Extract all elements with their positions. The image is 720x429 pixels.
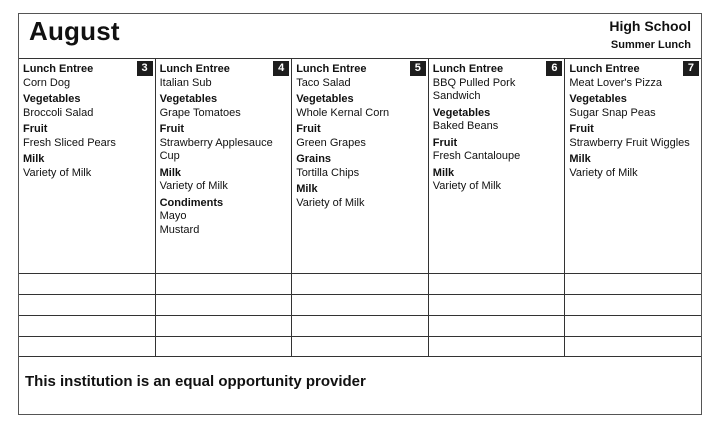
category-label: Vegetables <box>159 93 218 105</box>
category-label: Lunch Entree <box>569 63 640 75</box>
menu-item: Variety of Milk <box>569 166 638 179</box>
blank-row <box>19 273 701 294</box>
category-label: Milk <box>432 166 455 179</box>
category-label: Vegetables <box>569 93 627 105</box>
category-label: Lunch Entree <box>432 63 504 75</box>
blank-cell <box>429 274 566 294</box>
day-column <box>565 59 701 273</box>
category-label: Condiments <box>159 196 224 209</box>
day-column <box>156 59 293 273</box>
day-column <box>292 59 429 273</box>
menu-item: Baked Beans <box>432 120 499 132</box>
blank-row <box>19 336 701 357</box>
menu-item: Corn Dog <box>23 76 71 89</box>
menu-item: Tortilla Chips <box>296 166 360 179</box>
blank-cell <box>565 274 701 294</box>
category-label: Fruit <box>159 123 185 135</box>
category-label: Milk <box>23 153 45 165</box>
category-label: Lunch Entree <box>296 63 367 75</box>
blank-cell <box>156 337 293 357</box>
day-number-badge: 3 <box>137 61 153 76</box>
menu-item: BBQ Pulled Pork Sandwich <box>432 76 516 102</box>
category-label: Grains <box>296 153 332 165</box>
blank-row <box>19 315 701 336</box>
category-label: Fruit <box>432 136 458 149</box>
menu-item: Strawberry Applesauce Cup <box>159 136 273 162</box>
menu-item: Fresh Cantaloupe <box>432 150 521 162</box>
day-column <box>19 59 156 273</box>
category-label: Milk <box>296 183 318 195</box>
category-label: Lunch Entree <box>23 63 94 75</box>
menu-item: Green Grapes <box>296 136 366 149</box>
blank-cell <box>19 274 156 294</box>
blank-cell <box>19 337 156 357</box>
blank-cell <box>565 337 701 357</box>
menu-item: Italian Sub <box>159 76 212 89</box>
menu-item: Mayo <box>159 210 187 222</box>
day-column <box>429 59 566 273</box>
menu-item: Variety of Milk <box>296 196 365 209</box>
category-label: Fruit <box>569 123 594 135</box>
menu-item: Meat Lover's Pizza <box>569 76 662 89</box>
blank-cell <box>565 295 701 315</box>
day-columns <box>19 59 701 273</box>
equal-opportunity-statement: This institution is an equal opportunity provider <box>25 373 366 390</box>
menu-item: Fresh Sliced Pears <box>23 136 116 149</box>
category-label: Milk <box>159 166 181 179</box>
day-number-badge: 7 <box>683 61 699 76</box>
menu-sheet <box>18 13 702 415</box>
blank-cell <box>292 337 429 357</box>
month-title: August <box>29 16 120 46</box>
blank-rows <box>19 273 701 357</box>
blank-cell <box>292 295 429 315</box>
blank-cell <box>156 274 293 294</box>
menu-grid <box>19 58 701 357</box>
menu-item: Strawberry Fruit Wiggles <box>569 136 690 149</box>
menu-item: Variety of Milk <box>23 166 92 179</box>
category-label: Vegetables <box>296 93 354 105</box>
blank-cell <box>19 316 156 336</box>
blank-cell <box>429 337 566 357</box>
menu-item: Sugar Snap Peas <box>569 106 656 119</box>
category-label: Milk <box>569 153 591 165</box>
blank-row <box>19 294 701 315</box>
day-number-badge: 4 <box>273 61 289 76</box>
blank-cell <box>429 295 566 315</box>
blank-cell <box>292 274 429 294</box>
school-level: High School <box>609 18 691 34</box>
menu-item: Broccoli Salad <box>23 106 94 119</box>
menu-subtitle: Summer Lunch <box>610 39 691 51</box>
menu-item: Grape Tomatoes <box>159 106 241 119</box>
category-label: Vegetables <box>23 93 81 105</box>
day-number-badge: 5 <box>410 61 426 76</box>
menu-item: Mustard <box>159 223 200 236</box>
category-label: Vegetables <box>432 106 491 119</box>
category-label: Lunch Entree <box>159 63 230 75</box>
blank-cell <box>429 316 566 336</box>
blank-cell <box>565 316 701 336</box>
menu-item: Taco Salad <box>296 76 351 89</box>
blank-cell <box>19 295 156 315</box>
day-number-badge: 6 <box>546 61 562 76</box>
blank-cell <box>156 316 293 336</box>
menu-item: Whole Kernal Corn <box>296 106 390 119</box>
blank-cell <box>292 316 429 336</box>
category-label: Fruit <box>23 123 48 135</box>
menu-item: Variety of Milk <box>432 180 502 192</box>
blank-cell <box>156 295 293 315</box>
footer <box>19 356 701 416</box>
menu-item: Variety of Milk <box>159 180 228 192</box>
category-label: Fruit <box>296 123 321 135</box>
